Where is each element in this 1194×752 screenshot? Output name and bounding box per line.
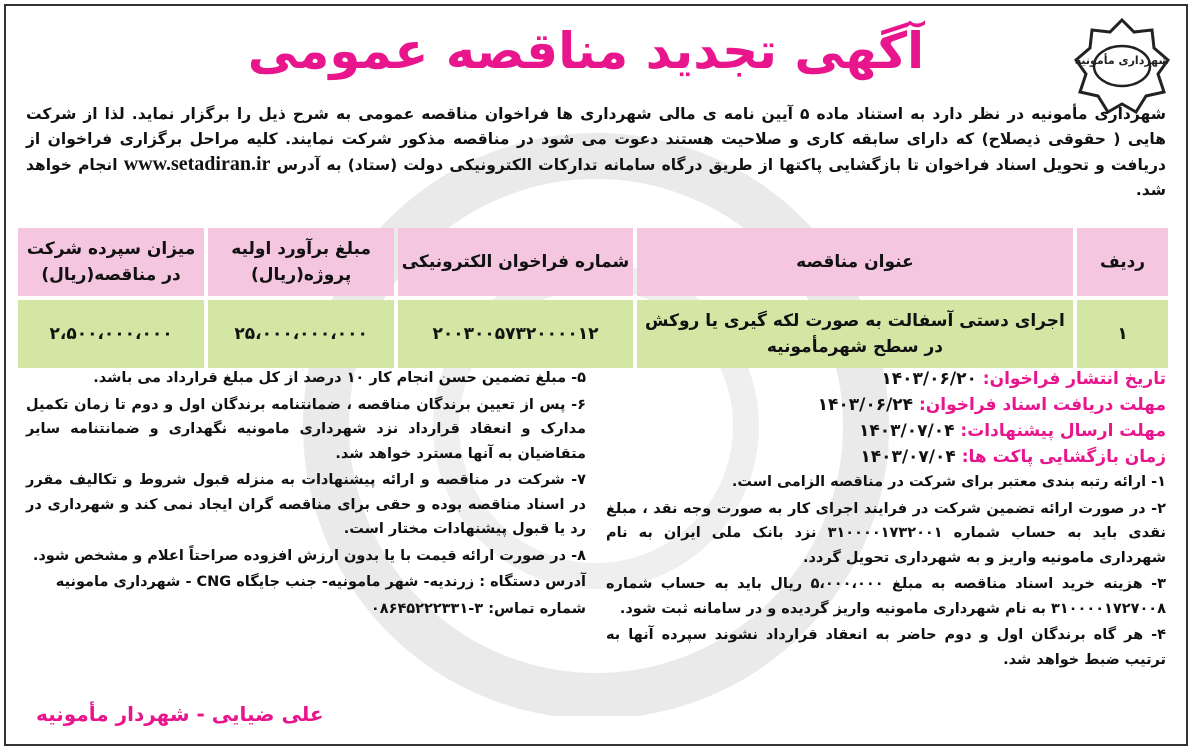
header-tender-title: عنوان مناقصه xyxy=(637,228,1073,296)
cell-tender-title: اجرای دستی آسفالت به صورت لکه گیری یا روکش در سطح شهرمأمونیه xyxy=(637,300,1073,368)
website-link[interactable]: www.setadiran.ir xyxy=(123,153,271,175)
date-submit-deadline: مهلت ارسال پیشنهادات: ۱۴۰۳/۰۷/۰۴ xyxy=(859,421,1166,441)
table-row xyxy=(18,300,1168,368)
tender-table xyxy=(14,224,1172,372)
left-column xyxy=(26,366,586,623)
municipality-logo-icon xyxy=(1074,18,1170,114)
intro-text: شهرداری مأمونیه در نظر دارد به استناد ماده ۵ آیین نامه ی مالی شهرداری ها فراخوان مناقصه عمومی به شرح ذیل را برگزار نماید. لذا از شرکت هایی ( حقوقی ذیصلاح) که دارای سابقه کاری و صلاحیت هستند دعوت می شود در مناقصه مذکور شرکت نمایند. کلیه مراحل برگزاری فراخوان از دریافت و تحویل اسناد فراخوان تا بازگشایی پاکتها از طریق درگاه سامانه تدارکات الکترونیکی دولت (ستاد) به آدرس xyxy=(26,105,1166,174)
cell-row-number: ۱ xyxy=(1077,300,1168,368)
phone-number: شماره تماس: ۳-۰۸۶۴۵۲۲۲۳۳۱ xyxy=(370,600,586,617)
header-call-number: شماره فراخوان الکترونیکی xyxy=(398,228,633,296)
header-estimate: مبلغ برآورد اولیه پروژه(ریال) xyxy=(208,228,394,296)
condition-item-1: ۱- ارائه رتبه بندی معتبر برای شرکت در مناقصه الزامی است. xyxy=(731,474,1166,490)
signature: علی ضیایی - شهردار مأمونیه xyxy=(36,702,324,726)
header-row-number: ردیف xyxy=(1077,228,1168,296)
condition-item-7: ۷- شرکت در مناقصه و ارائه پیشنهادات به منزله قبول شروط و تکالیف مقرر در اسناد مناقصه بوده و حقی برای مناقصه گران ایجاد نمی کند و شهرداری در رد یا قبول پیشنهادات مختار است. xyxy=(26,472,586,537)
date-publish: تاریخ انتشار فراخوان: ۱۴۰۳/۰۶/۲۰ xyxy=(881,369,1166,389)
condition-item-2: ۲- در صورت ارائه تضمین شرکت در فرایند اجرای کار به صورت وجه نقد ، مبلغ نقدی باید به حساب شماره ۳۱۰۰۰۰۱۷۳۲۰۰۱ نزد بانک ملی ایران به نام شهرداری مامونیه واریز و به شهرداری تحویل گردد. xyxy=(606,500,1166,566)
intro-tail: انجام خواهد شد. xyxy=(26,156,1166,199)
date-doc-deadline: مهلت دریافت اسناد فراخوان: ۱۴۰۳/۰۶/۲۴ xyxy=(817,395,1166,415)
cell-estimate: ۲۵،۰۰۰،۰۰۰،۰۰۰ xyxy=(208,300,394,368)
condition-item-3: ۳- هزینه خرید اسناد مناقصه به مبلغ ۵،۰۰۰،۰۰۰ ریال باید به حساب شماره ۳۱۰۰۰۰۱۷۲۷۰۰۸ به نام شهرداری مامونیه واریز گردیده و در سامانه ثبت شود. xyxy=(606,576,1166,617)
address: آدرس دستگاه : زرندیه- شهر مامونیه- جنب جایگاه CNG - شهرداری مامونیه xyxy=(55,574,586,590)
right-column xyxy=(606,366,1166,674)
page-title: آگهی تجدید مناقصه عمومی xyxy=(247,22,925,80)
condition-item-5: ۵- مبلغ تضمین حسن انجام کار ۱۰ درصد از کل مبلغ قرارداد می باشد. xyxy=(93,370,586,386)
logo-text: شهرداری مأمونیه xyxy=(1074,54,1170,67)
date-opening: زمان بازگشایی پاکت ها: ۱۴۰۳/۰۷/۰۴ xyxy=(860,447,1166,467)
condition-item-6: ۶- پس از تعیین برندگان مناقصه ، ضمانتنامه برندگان اول و دوم تا زمان تکمیل مدارک و انعقاد قرارداد نزد شهرداری مامونیه نگهداری و ضمانتنامه سایر متقاضیان به آنها مسترد خواهد شد. xyxy=(26,396,586,462)
table-header-row xyxy=(18,228,1168,296)
cell-deposit: ۲،۵۰۰،۰۰۰،۰۰۰ xyxy=(18,300,204,368)
header-deposit: میزان سپرده شرکت در مناقصه(ریال) xyxy=(18,228,204,296)
intro-paragraph xyxy=(26,102,1166,203)
cell-call-number: ۲۰۰۳۰۰۵۷۳۲۰۰۰۰۱۲ xyxy=(398,300,633,368)
notice-frame xyxy=(4,4,1188,746)
condition-item-8: ۸- در صورت ارائه قیمت با یا بدون ارزش افزوده صراحتاً اعلام و مشخص شود. xyxy=(32,547,586,564)
condition-item-4: ۴- هر گاه برندگان اول و دوم حاضر به انعقاد قرارداد نشوند سپرده آنها به ترتیب ضبط خواهد شد. xyxy=(606,627,1166,668)
